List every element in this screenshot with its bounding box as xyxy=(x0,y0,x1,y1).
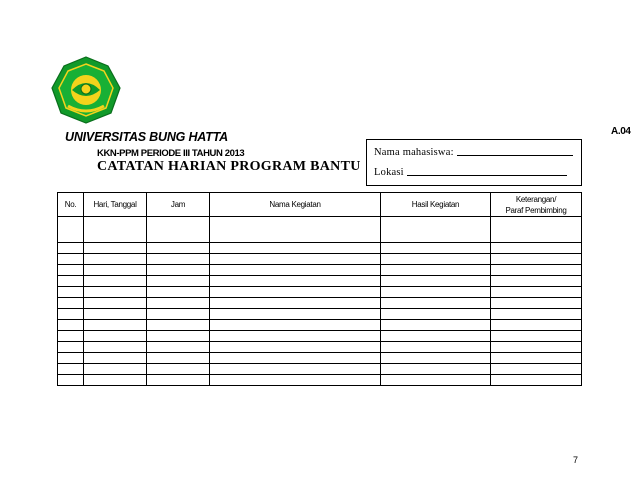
table-cell[interactable] xyxy=(147,254,210,265)
table-row xyxy=(58,254,582,265)
table-cell[interactable] xyxy=(58,364,84,375)
table-row xyxy=(58,353,582,364)
table-row xyxy=(58,364,582,375)
table-cell[interactable] xyxy=(84,217,147,243)
table-cell[interactable] xyxy=(381,375,491,386)
table-cell[interactable] xyxy=(147,375,210,386)
table-cell[interactable] xyxy=(147,217,210,243)
table-cell[interactable] xyxy=(210,331,381,342)
table-row xyxy=(58,243,582,254)
table-cell[interactable] xyxy=(491,217,582,243)
table-cell[interactable] xyxy=(84,331,147,342)
student-name-line xyxy=(374,147,573,158)
location-label: Lokasi xyxy=(374,167,404,178)
table-cell[interactable] xyxy=(491,276,582,287)
table-cell[interactable] xyxy=(84,320,147,331)
col-header-remarks-line1: Keterangan/ xyxy=(515,194,557,204)
table-cell[interactable] xyxy=(491,331,582,342)
table-cell[interactable] xyxy=(381,298,491,309)
table-cell[interactable] xyxy=(84,298,147,309)
col-header-remarks xyxy=(491,193,582,217)
table-cell[interactable] xyxy=(58,217,84,243)
student-name-field[interactable] xyxy=(457,154,573,156)
table-cell[interactable] xyxy=(381,342,491,353)
table-row xyxy=(58,342,582,353)
table-cell[interactable] xyxy=(58,320,84,331)
table-cell[interactable] xyxy=(147,276,210,287)
table-header-row xyxy=(58,193,582,217)
table-cell[interactable] xyxy=(84,265,147,276)
table-cell[interactable] xyxy=(58,353,84,364)
table-cell[interactable] xyxy=(84,353,147,364)
location-field[interactable] xyxy=(407,174,567,176)
table-cell[interactable] xyxy=(381,364,491,375)
table-cell[interactable] xyxy=(147,309,210,320)
table-row xyxy=(58,298,582,309)
table-cell[interactable] xyxy=(84,309,147,320)
table-cell[interactable] xyxy=(147,287,210,298)
form-code: A.04 xyxy=(611,126,631,137)
table-cell[interactable] xyxy=(381,309,491,320)
table-cell[interactable] xyxy=(491,320,582,331)
table-cell[interactable] xyxy=(210,364,381,375)
table-cell[interactable] xyxy=(147,243,210,254)
table-cell[interactable] xyxy=(491,265,582,276)
table-cell[interactable] xyxy=(491,243,582,254)
table-cell[interactable] xyxy=(84,375,147,386)
table-cell[interactable] xyxy=(491,254,582,265)
table-cell[interactable] xyxy=(84,287,147,298)
table-cell[interactable] xyxy=(381,320,491,331)
table-cell[interactable] xyxy=(210,243,381,254)
table-cell[interactable] xyxy=(84,276,147,287)
table-cell[interactable] xyxy=(210,375,381,386)
table-cell[interactable] xyxy=(147,265,210,276)
table-cell[interactable] xyxy=(84,342,147,353)
col-header-no: No. xyxy=(58,193,84,217)
table-cell[interactable] xyxy=(381,353,491,364)
table-cell[interactable] xyxy=(210,309,381,320)
table-cell[interactable] xyxy=(84,243,147,254)
program-period: KKN-PPM PERIODE III TAHUN 2013 xyxy=(97,148,245,159)
university-name: UNIVERSITAS BUNG HATTA xyxy=(65,130,228,144)
col-header-remarks-line2: Paraf Pembimbing xyxy=(505,205,567,215)
table-row xyxy=(58,375,582,386)
table-cell[interactable] xyxy=(58,276,84,287)
location-line xyxy=(374,167,567,178)
table-cell[interactable] xyxy=(210,217,381,243)
table-row xyxy=(58,287,582,298)
table-cell[interactable] xyxy=(147,342,210,353)
table-cell[interactable] xyxy=(381,287,491,298)
table-cell[interactable] xyxy=(210,276,381,287)
activity-log-table xyxy=(57,192,582,386)
table-cell[interactable] xyxy=(58,265,84,276)
table-cell[interactable] xyxy=(381,276,491,287)
table-cell[interactable] xyxy=(491,364,582,375)
col-header-time: Jam xyxy=(147,193,210,217)
student-name-label: Nama mahasiswa: xyxy=(374,147,454,158)
table-row xyxy=(58,265,582,276)
table-cell[interactable] xyxy=(210,353,381,364)
table-cell[interactable] xyxy=(491,287,582,298)
table-row xyxy=(58,309,582,320)
table-cell[interactable] xyxy=(58,331,84,342)
table-row xyxy=(58,331,582,342)
table-cell[interactable] xyxy=(84,364,147,375)
table-cell[interactable] xyxy=(491,375,582,386)
table-cell[interactable] xyxy=(210,265,381,276)
table-cell[interactable] xyxy=(58,254,84,265)
table-cell[interactable] xyxy=(58,243,84,254)
page-number: 7 xyxy=(573,455,579,465)
student-info-box xyxy=(366,139,582,186)
table-cell[interactable] xyxy=(147,353,210,364)
table-row xyxy=(58,276,582,287)
table-cell[interactable] xyxy=(210,320,381,331)
table-cell[interactable] xyxy=(491,353,582,364)
table-row xyxy=(58,217,582,243)
table-cell[interactable] xyxy=(58,375,84,386)
table-cell[interactable] xyxy=(381,254,491,265)
table-cell[interactable] xyxy=(381,217,491,243)
table-cell[interactable] xyxy=(210,287,381,298)
table-cell[interactable] xyxy=(210,298,381,309)
table-cell[interactable] xyxy=(381,265,491,276)
table-cell[interactable] xyxy=(210,342,381,353)
document-title: CATATAN HARIAN PROGRAM BANTU xyxy=(97,159,361,174)
table-cell[interactable] xyxy=(147,320,210,331)
university-emblem-icon xyxy=(50,56,122,124)
table-cell[interactable] xyxy=(381,331,491,342)
table-cell[interactable] xyxy=(491,298,582,309)
table-body xyxy=(58,217,582,386)
table-cell[interactable] xyxy=(147,331,210,342)
table-cell[interactable] xyxy=(84,254,147,265)
table-cell[interactable] xyxy=(58,298,84,309)
table-cell[interactable] xyxy=(210,254,381,265)
table-row xyxy=(58,320,582,331)
table-cell[interactable] xyxy=(147,298,210,309)
table-cell[interactable] xyxy=(491,309,582,320)
table-cell[interactable] xyxy=(491,342,582,353)
table-cell[interactable] xyxy=(58,309,84,320)
table-cell[interactable] xyxy=(381,243,491,254)
col-header-activity-name: Nama Kegiatan xyxy=(210,193,381,217)
col-header-date: Hari, Tanggal xyxy=(84,193,147,217)
table-cell[interactable] xyxy=(58,342,84,353)
col-header-activity-result: Hasil Kegiatan xyxy=(381,193,491,217)
table-cell[interactable] xyxy=(58,287,84,298)
table-cell[interactable] xyxy=(147,364,210,375)
